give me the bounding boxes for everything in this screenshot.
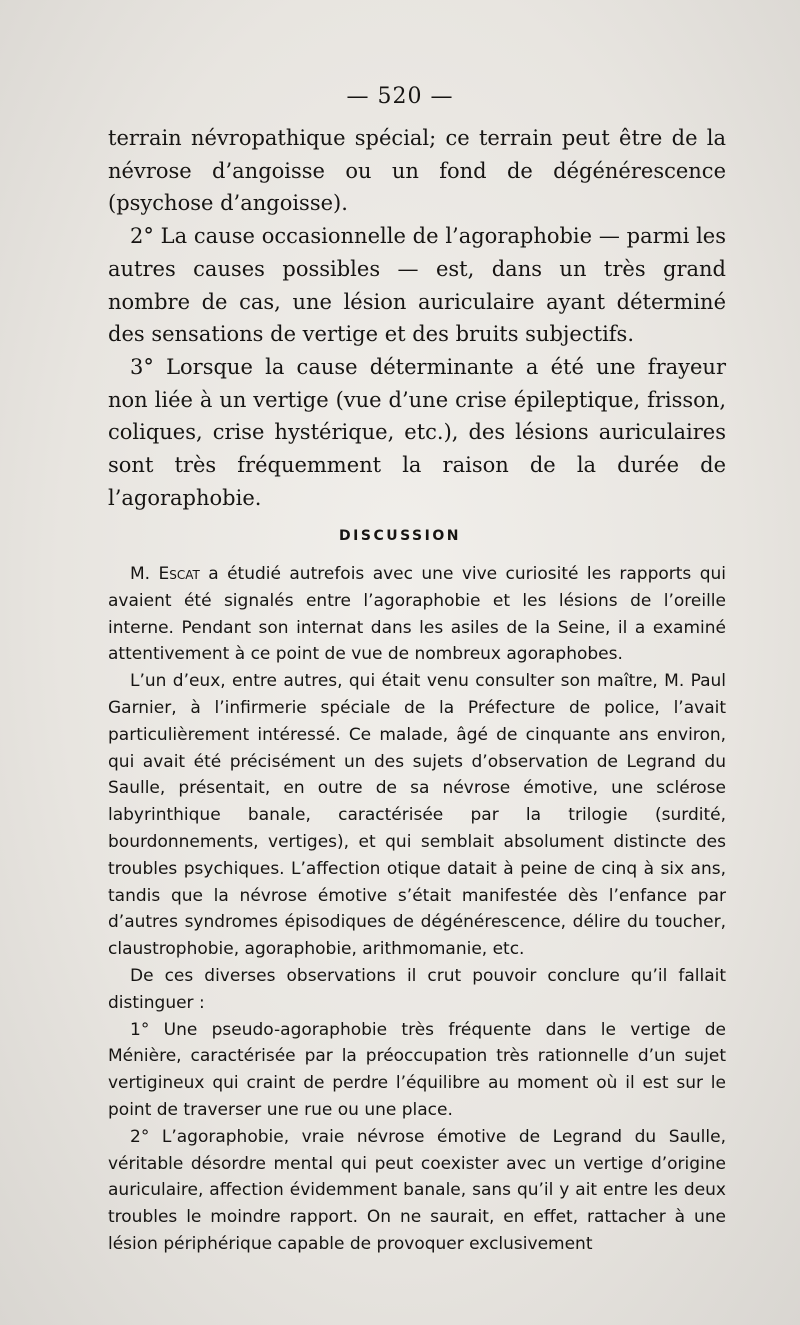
page-number: — 520 — (346, 84, 454, 109)
discussion-paragraph-3: De ces diverses observations il crut pouvoir conclure qu’il fallait distinguer : (108, 965, 726, 1013)
discussion-block (108, 561, 726, 1258)
discussion-paragraph-1 (108, 561, 726, 668)
speaker-name: M. Escat (130, 564, 200, 584)
conclusion-item-2: 2° La cause occasionnelle de l’agoraphobie — parmi les autres causes possibles — est, dans un très grand nombre de cas, une lésion auriculaire ayant déterminé des sensations de vertige et des bruits subjectifs. (108, 224, 726, 347)
discussion-item-1: 1° Une pseudo-agoraphobie très fréquente dans le vertige de Ménière, caractérisée par la préoccupation très rationnelle d’un sujet vertigineux qui craint de perdre l’équilibre au moment où il est sur le point de traverser une rue ou une place. (108, 1019, 726, 1120)
discussion-paragraph-1-text: a étudié autrefois avec une vive curiosité les rapports qui avaient été signalés entre l’agoraphobie et les lésions de l’oreille interne. Pendant son internat dans les asiles de la Seine, il a examiné attentivement à ce point de vue de nombreux agoraphobes. (108, 564, 726, 665)
discussion-item-2: 2° L’agoraphobie, vraie névrose émotive de Legrand du Saulle, véritable désordre mental qui peut coexister avec un vertige d’origine auriculaire, affection évidemment banale, sans qu’il y ait entre les deux troubles le moindre rapport. On ne saurait, en effet, rattacher à une lésion périphérique capable de provoquer exclusivement (108, 1126, 726, 1254)
conclusions-block (108, 122, 726, 514)
conclusion-continuation: terrain névropathique spécial; ce terrain peut être de la névrose d’angoisse ou un fond de dégénérescence (psychose d’angoisse). (108, 126, 726, 216)
section-heading-discussion: DISCUSSION (339, 528, 461, 544)
conclusion-item-3: 3° Lorsque la cause déterminante a été une frayeur non liée à un vertige (vue d’une crise épileptique, frisson, coliques, crise hystérique, etc.), des lésions auriculaires sont très fréquemment la raison de la durée de l’agoraphobie. (108, 354, 726, 510)
discussion-paragraph-2: L’un d’eux, entre autres, qui était venu consulter son maître, M. Paul Garnier, à l’infirmerie spéciale de la Préfecture de police, l’avait particulièrement intéressé. Ce malade, âgé de cinquante ans environ, qui avait été précisément un des sujets d’observation de Legrand du Saulle, présentait, en outre de sa névrose émotive, une sclérose labyrinthique banale, caractérisée par la trilogie (surdité, bourdonnements, vertiges), et qui semblait absolument distincte des troubles psychiques. L’affection otique datait à peine de cinq à six ans, tandis que la névrose émotive s’était manifestée dès l’enfance par d’autres syndromes épisodiques de dégénérescence, délire du toucher, claustrophobie, agoraphobie, arithmomanie, etc. (108, 671, 726, 960)
